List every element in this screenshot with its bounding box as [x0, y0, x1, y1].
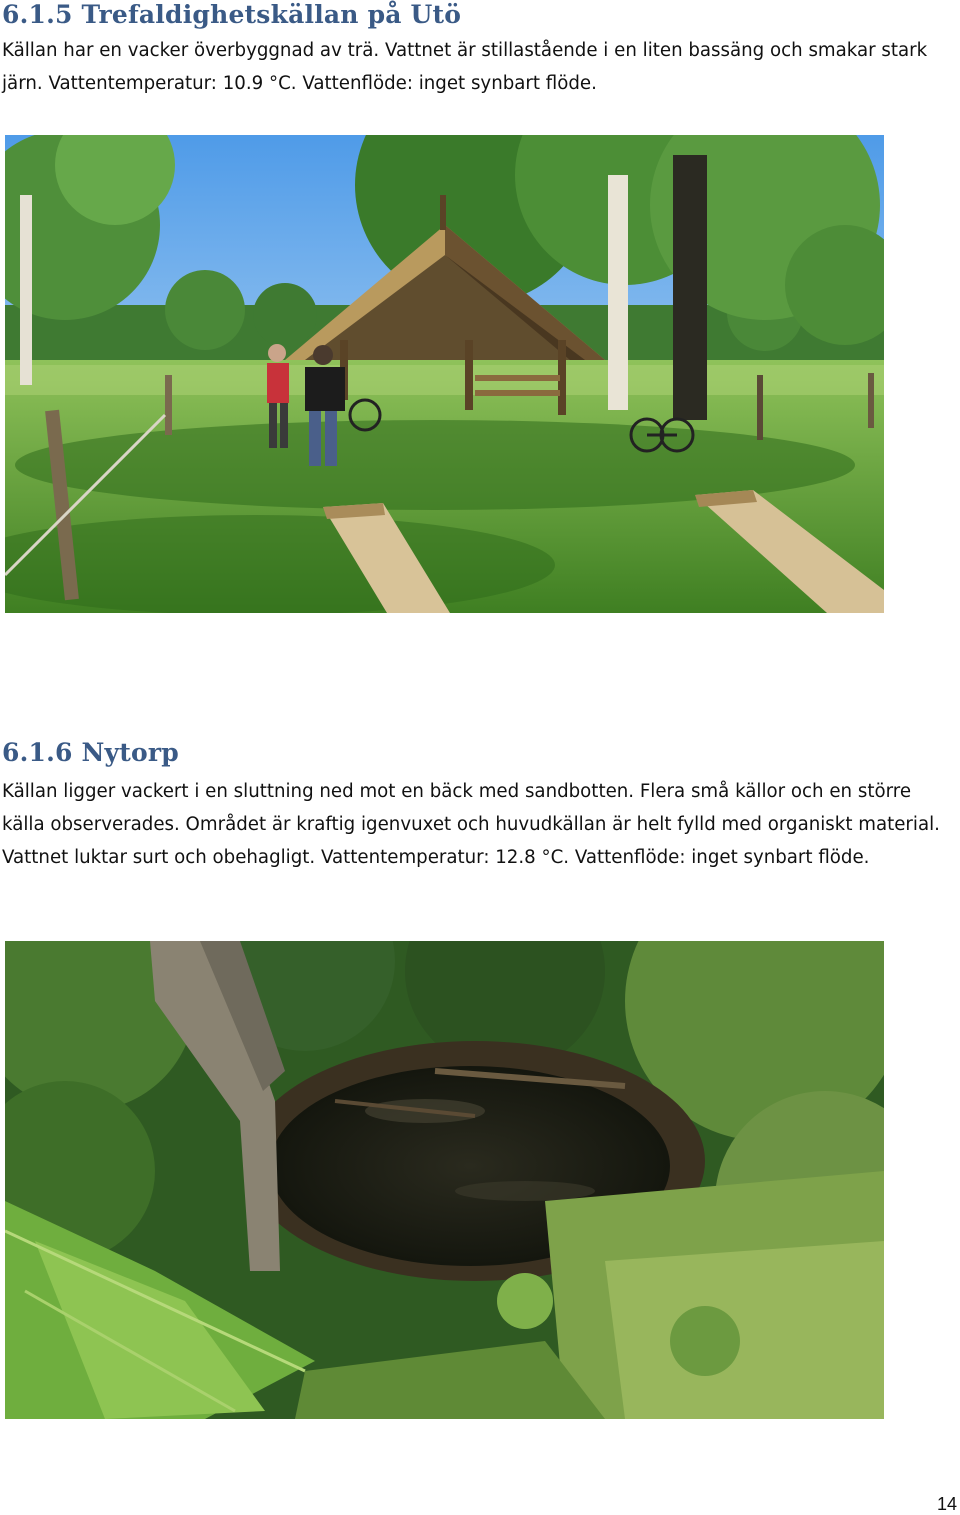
- page-number: 14: [936, 1494, 957, 1514]
- photo-overgrown-spring-pool: [5, 941, 884, 1419]
- section-paragraph-trefaldighetskallan: Källan har en vacker överbyggnad av trä. Vattnet är stillastående i en liten bassäng och smakar stark järn. Vattentemperatur: 10.9 °C. Vattenflöde: inget synbart flöde.: [2, 40, 928, 94]
- section-heading-trefaldighetskallan: 6.1.5 Trefaldighetskällan på Utö: [2, 0, 462, 29]
- photo-wooden-spring-shelter: [5, 135, 884, 613]
- section-heading-nytorp: 6.1.6 Nytorp: [2, 738, 179, 767]
- section-paragraph-nytorp: Källan ligger vackert i en sluttning ned mot en bäck med sandbotten. Flera små källor och en större källa observerades. Området är kraftig igenvuxet och huvudkällan är helt fylld med organiskt material. Vattnet luktar surt och obehagligt. Vattentemperatur: 12.8 °C. Vattenflöde: inget synbart flöde.: [2, 781, 940, 868]
